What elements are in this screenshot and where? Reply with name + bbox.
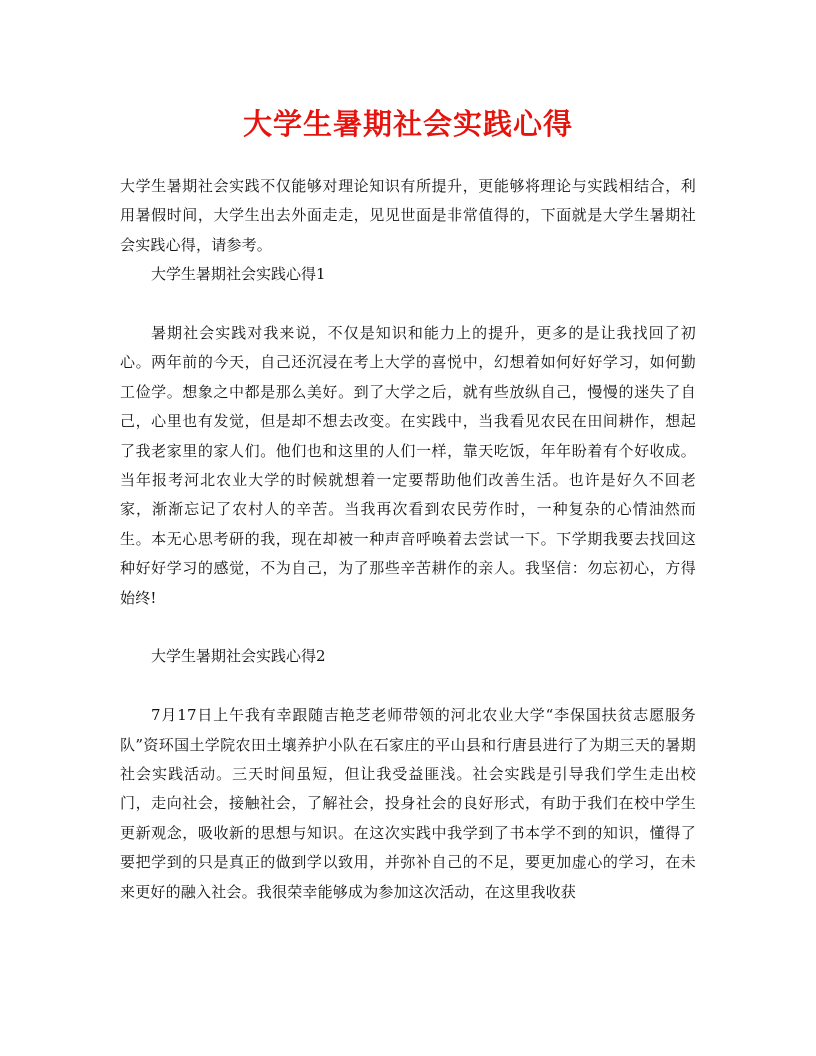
section-1-heading: 大学生暑期社会实践心得1 [151,265,326,284]
blank-line [120,290,696,319]
intro-paragraph: 大学生暑期社会实践不仅能够对理论知识有所提升，更能够将理论与实践相结合，利用暑假时间，大学生出去外面走走，见见世面是非常值得的，下面就是大学生暑期社会实践心得，请参考。 [120,177,696,254]
document-body [120,172,696,907]
section-1-paragraph: 暑期社会实践对我来说，不仅是知识和能力上的提升，更多的是让我找回了初心。两年前的今天，自己还沉浸在考上大学的喜悦中，幻想着如何好好学习，如何勤工俭学。想象之中都是那么美好。到了大学之后，就有些放纵自己，慢慢的迷失了自己，心里也有发觉，但是却不想去改变。在实践中，当我看见农民在田间耕作，想起了我老家里的家人们。他们也和这里的人们一样，靠天吃饭，年年盼着有个好收成。当年报考河北农业大学的时候就想着一定要帮助他们改善生活。也许是好久不回老家，渐渐忘记了农村人的辛苦。当我再次看到农民劳作时，一种复杂的心情油然而生。本无心思考研的我，现在却被一种声音呼唤着去尝试一下。下学期我要去找回这种好好学习的感觉，不为自己，为了那些辛苦耕作的亲人。我坚信：勿忘初心，方得始终! [120,324,696,607]
blank-line [120,672,696,701]
document-title: 大学生暑期社会实践心得 [242,107,573,141]
section-2-heading: 大学生暑期社会实践心得2 [151,647,326,666]
blank-line [120,613,696,642]
section-2-paragraph: 7月17日上午我有幸跟随吉艳芝老师带领的河北农业大学“李保国扶贫志愿服务队”资环国土学院农田土壤养护小队在石家庄的平山县和行唐县进行了为期三天的暑期社会实践活动。三天时间虽短，但让我受益匪浅。社会实践是引导我们学生走出校门，走向社会，接触社会，了解社会，投身社会的良好形式，有助于我们在校中学生更新观念，吸收新的思想与知识。在这次实践中我学到了书本学不到的知识，懂得了要把学到的只是真正的做到学以致用，并弥补自己的不足，要更加虚心的学习，在未来更好的融入社会。我很荣幸能够成为参加这次活动，在这里我收获 [120,706,696,901]
